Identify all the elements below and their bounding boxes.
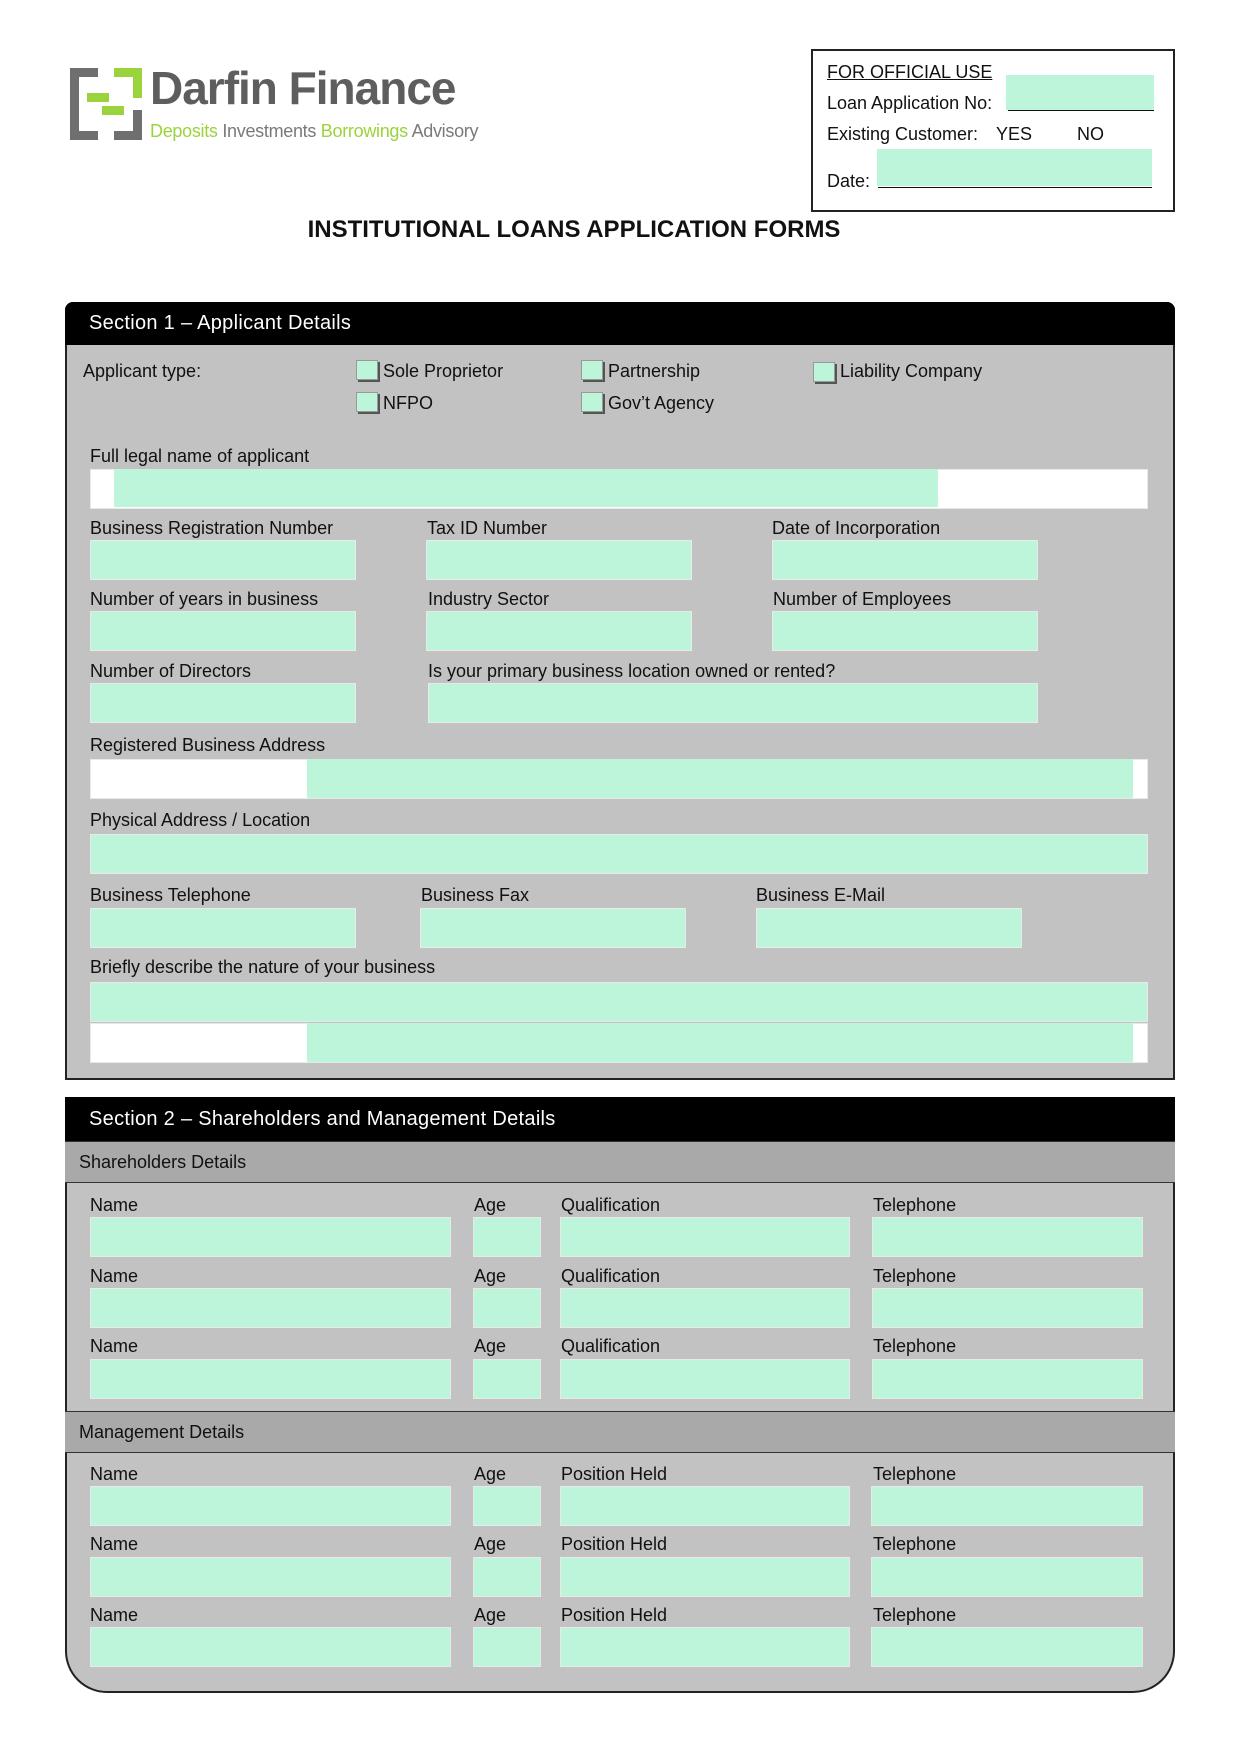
business-fax-label: Business Fax (421, 885, 530, 905)
shareholder-name-label: Name (90, 1336, 139, 1356)
industry-sector-label: Industry Sector (428, 589, 550, 609)
sole-proprietor-label: Sole Proprietor (383, 361, 504, 381)
manager-age-label: Age (474, 1605, 507, 1625)
section-shareholders-management (65, 1097, 1175, 1693)
nfpo-label: NFPO (383, 393, 434, 413)
applicant-type-label: Applicant type: (83, 361, 202, 381)
manager-3-position-input[interactable] (560, 1627, 850, 1667)
tax-id-label: Tax ID Number (427, 518, 548, 538)
business-fax-input[interactable] (420, 908, 686, 948)
num-employees-input[interactable] (772, 611, 1038, 651)
manager-2-name-input[interactable] (90, 1557, 451, 1597)
shareholder-telephone-label: Telephone (873, 1195, 957, 1215)
shareholder-1-name-input[interactable] (90, 1217, 451, 1257)
shareholder-name-label: Name (90, 1195, 139, 1215)
shareholder-2-age-input[interactable] (473, 1288, 541, 1328)
shareholder-3-telephone-input[interactable] (872, 1359, 1143, 1399)
shareholders-heading: Shareholders Details (65, 1141, 1175, 1183)
shareholder-age-label: Age (474, 1195, 507, 1215)
page-title: INSTITUTIONAL LOANS APPLICATION FORMS (307, 216, 841, 243)
nfpo-checkbox[interactable] (356, 392, 378, 412)
business-email-input[interactable] (756, 908, 1022, 948)
shareholder-qualification-label: Qualification (561, 1195, 661, 1215)
registered-address-fill (307, 759, 1133, 798)
shareholder-1-telephone-input[interactable] (872, 1217, 1143, 1257)
manager-position-label: Position Held (561, 1534, 668, 1554)
manager-3-age-input[interactable] (473, 1627, 541, 1667)
business-nature-fill (307, 1023, 1133, 1062)
manager-2-position-input[interactable] (560, 1557, 850, 1597)
date-label: Date: (827, 171, 871, 191)
loan-application-no-field[interactable] (1006, 75, 1154, 110)
partnership-checkbox[interactable] (581, 360, 603, 380)
shareholder-telephone-label: Telephone (873, 1266, 957, 1286)
partnership-label: Partnership (608, 361, 701, 381)
business-reg-no-label: Business Registration Number (90, 518, 334, 538)
loan-application-label: Loan Application No: (827, 93, 993, 113)
manager-telephone-label: Telephone (873, 1464, 957, 1484)
manager-1-telephone-input[interactable] (871, 1486, 1143, 1526)
manager-2-age-input[interactable] (473, 1557, 541, 1597)
shareholder-1-qualification-input[interactable] (560, 1217, 850, 1257)
business-email-label: Business E-Mail (756, 885, 886, 905)
logo-mark-icon (70, 68, 142, 140)
manager-age-label: Age (474, 1464, 507, 1484)
location-owned-rented-input[interactable] (428, 683, 1038, 723)
liability-company-checkbox[interactable] (813, 362, 835, 382)
location-owned-rented-label: Is your primary business location owned or rented? (428, 661, 836, 681)
section2-heading: Section 2 – Shareholders and Management Details (65, 1097, 1175, 1141)
shareholder-3-age-input[interactable] (473, 1359, 541, 1399)
management-heading: Management Details (65, 1411, 1175, 1453)
company-logo (70, 58, 479, 148)
manager-2-telephone-input[interactable] (871, 1557, 1143, 1597)
manager-name-label: Name (90, 1464, 139, 1484)
business-nature-input-line1[interactable] (90, 982, 1148, 1022)
govt-agency-checkbox[interactable] (581, 392, 603, 412)
shareholder-2-qualification-input[interactable] (560, 1288, 850, 1328)
num-directors-label: Number of Directors (90, 661, 252, 681)
govt-agency-label: Gov’t Agency (608, 393, 715, 413)
num-employees-label: Number of Employees (773, 589, 952, 609)
business-telephone-label: Business Telephone (90, 885, 251, 905)
registered-address-label: Registered Business Address (90, 735, 326, 755)
full-legal-name-fill (114, 469, 938, 507)
business-nature-label: Briefly describe the nature of your business (90, 957, 436, 977)
shareholder-telephone-label: Telephone (873, 1336, 957, 1356)
manager-telephone-label: Telephone (873, 1534, 957, 1554)
tax-id-input[interactable] (426, 540, 692, 580)
manager-3-name-input[interactable] (90, 1627, 451, 1667)
section1-heading: Section 1 – Applicant Details (65, 302, 1175, 345)
date-incorporation-label: Date of Incorporation (772, 518, 941, 538)
manager-1-name-input[interactable] (90, 1486, 451, 1526)
manager-3-telephone-input[interactable] (871, 1627, 1143, 1667)
manager-1-age-input[interactable] (473, 1486, 541, 1526)
shareholder-qualification-label: Qualification (561, 1336, 661, 1356)
shareholder-age-label: Age (474, 1336, 507, 1356)
manager-position-label: Position Held (561, 1464, 668, 1484)
shareholder-3-name-input[interactable] (90, 1359, 451, 1399)
years-in-business-input[interactable] (90, 611, 356, 651)
shareholder-qualification-label: Qualification (561, 1266, 661, 1286)
years-in-business-label: Number of years in business (90, 589, 319, 609)
date-underline (878, 187, 1152, 188)
loan-application-underline (1008, 110, 1154, 111)
physical-address-label: Physical Address / Location (90, 810, 311, 830)
shareholder-1-age-input[interactable] (473, 1217, 541, 1257)
industry-sector-input[interactable] (426, 611, 692, 651)
shareholder-3-qualification-input[interactable] (560, 1359, 850, 1399)
shareholder-name-label: Name (90, 1266, 139, 1286)
manager-1-position-input[interactable] (560, 1486, 850, 1526)
section-applicant-details (65, 302, 1175, 1080)
manager-name-label: Name (90, 1534, 139, 1554)
full-legal-name-label: Full legal name of applicant (90, 446, 310, 466)
shareholder-2-name-input[interactable] (90, 1288, 451, 1328)
num-directors-input[interactable] (90, 683, 356, 723)
manager-position-label: Position Held (561, 1605, 668, 1625)
existing-customer-no[interactable]: NO (1077, 124, 1104, 144)
business-telephone-input[interactable] (90, 908, 356, 948)
logo-name: Darfin Finance (150, 62, 456, 114)
shareholder-age-label: Age (474, 1266, 507, 1286)
logo-tagline: Deposits Investments Borrowings Advisory (150, 121, 479, 141)
official-use-heading: FOR OFFICIAL USE (827, 62, 993, 82)
sole-proprietor-checkbox[interactable] (356, 360, 378, 380)
physical-address-input[interactable] (90, 834, 1148, 874)
date-field[interactable] (877, 149, 1152, 186)
manager-telephone-label: Telephone (873, 1605, 957, 1625)
shareholder-2-telephone-input[interactable] (872, 1288, 1143, 1328)
manager-name-label: Name (90, 1605, 139, 1625)
existing-customer-yes[interactable]: YES (996, 124, 1033, 144)
official-use-box (811, 49, 1175, 212)
existing-customer-label: Existing Customer: (827, 124, 979, 144)
date-incorporation-input[interactable] (772, 540, 1038, 580)
manager-age-label: Age (474, 1534, 507, 1554)
liability-company-label: Liability Company (840, 361, 983, 381)
business-reg-no-input[interactable] (90, 540, 356, 580)
